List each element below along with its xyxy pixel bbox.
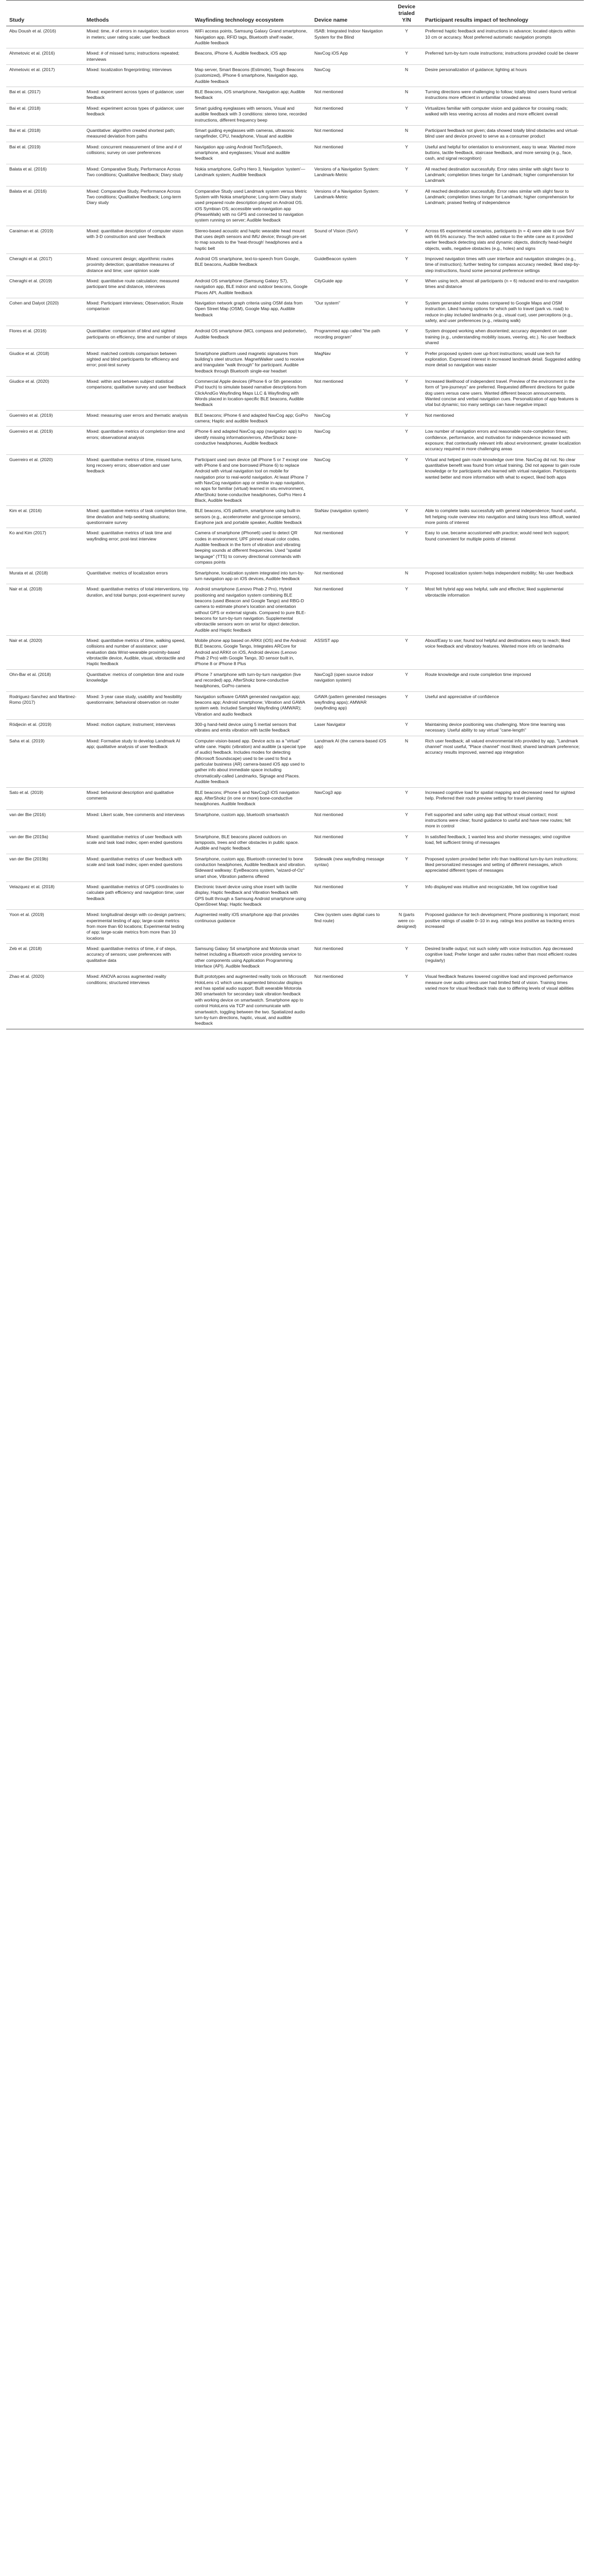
cell-results: Increased likelihood of independent travel. Preview of the environment in the form of "pre-journeys" are preferred. Requested different directions for guide dog users versus cane users. Wanted different beacon announcements. Wanted concise and verbal navigation cues. Personalization of app features is vital but dynamic; too many settings can have negative impact [422, 376, 584, 410]
cell-device: Not mentioned [311, 125, 391, 142]
cell-ecosystem: Smartphone, custom app, bluetooth smartwatch [192, 809, 311, 832]
cell-methods: Quantitative: comparison of blind and sighted participants on efficiency, time and number of steps [83, 326, 192, 348]
table-row [6, 125, 584, 142]
table-row [6, 454, 584, 506]
cell-results: Virtualizes familiar with computer vision and guidance for crossing roads; walked with less veering across all modes and more efficient overall [422, 103, 584, 125]
header-methods: Methods [83, 1, 192, 26]
cell-ecosystem: Smartphone, localization system integrated into turn-by-turn navigation app on iOS devices, Audible feedback [192, 568, 311, 584]
cell-methods: Mixed: quantitative metrics of user feedback with scale and task load index; open ended questions [83, 832, 192, 854]
cell-study: Nair et al. (2018) [6, 584, 83, 636]
cell-study: Flores et al. (2016) [6, 326, 83, 348]
header-ecosystem: Wayfinding technology ecosystem [192, 1, 311, 26]
cell-methods: Mixed: concurrent design; algorithmic routes proximity detection; quantitative measures of distance and time; user opinion scale [83, 254, 192, 276]
cell-results: Felt supported and safer using app that without visual contact; most instructions were clear; found guidance to useful and have new routes; felt more in control [422, 809, 584, 832]
cell-ecosystem: Comparative Study used Landmark system versus Metric System with Nokia smartphone; Long-term Diary study used prepared route description played on Android OS. iOS Symbian OS; accessible web-navigation app (PleaseWalk) with no GPS and connected to navigation system running on server; Audible feedback [192, 186, 311, 226]
cell-methods: Mixed: longitudinal design with co-design partners; experimental testing of app; large-scale metrics from more than 60 locations; Experimental testing of app; large-scale metrics from more than 10 locations [83, 910, 192, 944]
cell-device-trialed: Y [391, 882, 422, 909]
cell-ecosystem: Smart guiding eyeglasses with cameras, ultrasonic rangefinder, CPU, headphone, Visual and audible [192, 125, 311, 142]
cell-methods: Mixed: quantitative metrics of task time and wayfinding error; post-test interview [83, 528, 192, 568]
table-row [6, 944, 584, 972]
cell-ecosystem: Electronic travel device using shoe insert with tactile display, Haptic feedback and Vibration feedback with GPS built through a Samsung Android smartphone using OpenStreet Map; Haptic feedback [192, 882, 311, 909]
cell-ecosystem: Android OS smartphone (MCL compass and pedometer), Audible feedback [192, 326, 311, 348]
table-row [6, 972, 584, 1029]
cell-device: Clew (system uses digital cues to find route) [311, 910, 391, 944]
cell-results: Proposed system provided better info than traditional turn-by-turn instructions; liked personalized messages and setting of different messages, which appreciated different types of messages [422, 854, 584, 882]
cell-device: GAWA (pattern generated messages wayfinding apps); AMWAR (wayfinding app) [311, 691, 391, 719]
cell-ecosystem: BLE beacons, iOS platform, smartphone using built-in sensors (e.g., accelerometer and gyroscope sensors), Earphone jack and portable speaker, Audible feedback [192, 506, 311, 528]
table-row [6, 669, 584, 691]
cell-methods: Mixed: localization fingerprinting; interviews [83, 65, 192, 87]
table-row [6, 736, 584, 787]
cell-methods: Mixed: quantitative metrics of time, walking speed, collisions and number of assistance; user evaluation data Wrist-wearable proximity-based vibrotactile device, Audible, visual, vibrotactile and Haptic feedback [83, 635, 192, 669]
cell-methods: Mixed: quantitative metrics of GPS coordinates to calculate path efficiency and navigation time; user feedback [83, 882, 192, 909]
cell-ecosystem: WiFi access points, Samsung Galaxy Grand smartphone, Navigation app, RFID tags, Bluetooth shelf reader, Audible feedback [192, 26, 311, 48]
cell-ecosystem: Android OS smartphone, text-to-speech from Google, BLE beacons, Audible feedback [192, 254, 311, 276]
cell-device-trialed: Y [391, 972, 422, 1029]
cell-device: Not mentioned [311, 584, 391, 636]
cell-study: Ko and Kim (2017) [6, 528, 83, 568]
cell-methods: Mixed: Likert scale, free comments and interviews [83, 809, 192, 832]
table-row [6, 87, 584, 104]
cell-device: CityGuide app [311, 276, 391, 298]
cell-device-trialed: Y [391, 787, 422, 809]
header-device-trialed: Device trialed Y/N [391, 1, 422, 26]
cell-results: Improved navigation times with user interface and navigation strategies (e.g., time of instruction); further testing for compass accuracy needed; liked step-by-step instructions, found some personal preference settings [422, 254, 584, 276]
cell-device: NavCog iOS App [311, 48, 391, 65]
table-row [6, 65, 584, 87]
cell-methods: Mixed: quantitative description of computer vision with 3-D construction and user feedback [83, 226, 192, 253]
cell-device: ISAB: Integrated Indoor Navigation System for the Blind [311, 26, 391, 48]
cell-device-trialed: N [391, 65, 422, 87]
cell-device-trialed: Y [391, 528, 422, 568]
cell-results: Rich user feedback; all valued environmental info provided by app, "Landmark channel" most useful, "Place channel" most liked; shared landmark preference; accuracy results improved, warned app integration [422, 736, 584, 787]
cell-device-trialed: N [391, 125, 422, 142]
study-table [6, 0, 584, 1029]
cell-ecosystem: Navigation software GAWA generated navigation app; beacons app; Android smartphone; Vibration and GAWA system web. Included Sampled Wayfinding (AMWAR); Vibration and audio feedback [192, 691, 311, 719]
header-device: Device name [311, 1, 391, 26]
table-row [6, 103, 584, 125]
cell-device-trialed: Y [391, 506, 422, 528]
cell-study: Murata et al. (2018) [6, 568, 83, 584]
cell-device-trialed: Y [391, 854, 422, 882]
cell-results: System dropped working when disoriented; accuracy dependent on user training (e.g., understanding mobility issues, veering, etc.). No user feedback shared [422, 326, 584, 348]
cell-study: Ahmetovic et al. (2017) [6, 65, 83, 87]
table-row [6, 568, 584, 584]
cell-ecosystem: Android smartphone (Lenovo Phab 2 Pro), Hybrid positioning and navigation system combining BLE beacons (used iBeacon and Google Tango) and RBG-D camera to estimate phone's location and orientation without GPS or external signals. Compared to pure BLE-beacons for turn-by-turn navigation. Supplemental vibrotactile sensors worn on wrist for object detection. Audible and Haptic feedback [192, 584, 311, 636]
cell-results: Not mentioned [422, 410, 584, 427]
cell-study: Cheraghi et al. (2017) [6, 254, 83, 276]
cell-device: NavCog3 app [311, 787, 391, 809]
cell-ecosystem: Mobile phone app based on ARKit (iOS) and the Android: BLE beacons, Google Tango, Integrates ARCore for Android and ARKit on iOS, Android devices (Lenovo Phab 2 Pro) with Google Tango, 3D sensor built in, iPhone 8 or iPhone 8 Plus [192, 635, 311, 669]
cell-results: Able to complete tasks successfully with general independence; found useful, felt helping route overview into navigation and taking tours less difficult, wanted more points of interest [422, 506, 584, 528]
cell-methods: Mixed: quantitative metrics of task completion time, time deviation and help-seeking situations; questionnaire survey [83, 506, 192, 528]
cell-device-trialed: Y [391, 669, 422, 691]
table-row [6, 720, 584, 736]
cell-device: Not mentioned [311, 944, 391, 972]
cell-device: Versions of a Navigation System: Landmark-Metric [311, 186, 391, 226]
cell-methods: Mixed: Comparative Study, Performance Across Two conditions; Qualitative feedback; Diary study [83, 164, 192, 186]
cell-ecosystem: iPhone 7 smartphone with turn-by-turn navigation (live and recorded) app, AfterShokz bone-conductive headphones, GoPro camera [192, 669, 311, 691]
cell-device: Landmark AI (the camera-based iOS app) [311, 736, 391, 787]
cell-study: Bai et al. (2018) [6, 103, 83, 125]
cell-study: Velazquez et al. (2018) [6, 882, 83, 909]
cell-device-trialed: Y [391, 944, 422, 972]
cell-device-trialed: Y [391, 276, 422, 298]
cell-results: Easy to use, became accustomed with practice; would need tech support; found convenient for multiple points of interest [422, 528, 584, 568]
cell-results: Virtual and helped gain route knowledge over time. NavCog did not. No clear quantitative benefit was found from virtual training. Did not appear to gain route knowledge or for participants who learned with virtual navigation. Participants wanted better and more information with what to expect, liked both apps [422, 454, 584, 506]
cell-results: Low number of navigation errors and reasonable route-completion times; confidence, performance, and motivation for independence increased with exposure; that contextually relevant info about environment; greater localization accuracy required in more challenging areas [422, 427, 584, 454]
table-row [6, 164, 584, 186]
cell-device: MagNav [311, 348, 391, 376]
cell-device-trialed: Y [391, 26, 422, 48]
cell-methods: Quantitative: metrics of completion time and route knowledge [83, 669, 192, 691]
table-header [6, 1, 584, 26]
table-row [6, 48, 584, 65]
cell-results: Preferred turn-by-turn route instructions; instructions provided could be clearer [422, 48, 584, 65]
cell-study: Nair et al. (2020) [6, 635, 83, 669]
table-row [6, 427, 584, 454]
table-row [6, 142, 584, 164]
cell-device-trialed: Y [391, 410, 422, 427]
cell-results: Route knowledge and route completion time improved [422, 669, 584, 691]
cell-results: Maintaining device positioning was challenging. More time learning was necessary. Useful ability to say virtual "cane-length" [422, 720, 584, 736]
cell-device-trialed: Y [391, 254, 422, 276]
cell-study: Abu Doush et al. (2016) [6, 26, 83, 48]
cell-results: Visual feedback features lowered cognitive load and improved performance measure over audio unless user had limited field of vision. Training times varied more for visual feedback trials due to differing levels of visual abilities [422, 972, 584, 1029]
cell-device: Not mentioned [311, 809, 391, 832]
cell-ecosystem: Nokia smartphone, GoPro Hero 3, Navigation 'system'—Landmark system; Audible feedback [192, 164, 311, 186]
cell-device-trialed: N (parts were co-designed) [391, 910, 422, 944]
cell-study: Bai et al. (2019) [6, 142, 83, 164]
cell-results: Useful and helpful for orientation to environment, easy to wear. Wanted more buttons, tactile feedback, staircase feedback, and more sensing (e.g., face, cash, and signal recognition) [422, 142, 584, 164]
cell-study: Zeb et al. (2018) [6, 944, 83, 972]
cell-ecosystem: Commercial Apple devices (iPhone 6 or 5th generation iPod touch) to simulate based narrative descriptions from ClickAndGo Wayfinding Maps LLC & Wayfinding with Words placed in location-specific BLE beacons, Audible feedback [192, 376, 311, 410]
cell-study: Guerreiro et al. (2020) [6, 454, 83, 506]
cell-device-trialed: Y [391, 348, 422, 376]
cell-results: Participant feedback not given; data showed totally blind obstacles and virtual-blind user and device proved to serve as a consumer product [422, 125, 584, 142]
cell-results: All reached destination successfully. Error rates similar with slight favor to Landmark; completion times longer for Landmark; higher comprehension for Landmark; praised feeling of independence [422, 186, 584, 226]
cell-study: Cohen and Dalyot (2020) [6, 298, 83, 326]
cell-methods: Mixed: ANOVA across augmented reality conditions; structured interviews [83, 972, 192, 1029]
cell-ecosystem: Smartphone, custom app, Bluetooth connected to bone conduction headphones, Audible feedback and vibration. Sideward walkway: EyeBeacons system, "wizard-of-Oz" smart shoe, Vibration patterns offered [192, 854, 311, 882]
cell-methods: Mixed: time, # of errors in navigation; location errors in meters; user rating scale; user feedback [83, 26, 192, 48]
cell-device-trialed: Y [391, 809, 422, 832]
table-row [6, 226, 584, 253]
table-row [6, 506, 584, 528]
cell-ecosystem: iPhone 6 and adapted NavCog app (navigation app) to identify missing information/errors, AfterShokz bone-conductive headphones, Audible feedback [192, 427, 311, 454]
cell-methods: Quantitative: algorithm created shortest path; measured deviation from paths [83, 125, 192, 142]
cell-study: van der Bie (2016) [6, 809, 83, 832]
cell-study: Giudice et al. (2018) [6, 348, 83, 376]
cell-methods: Mixed: quantitative metrics of completion time and errors; observational analysis [83, 427, 192, 454]
cell-device: Versions of a Navigation System: Landmark-Metric [311, 164, 391, 186]
cell-device-trialed: Y [391, 326, 422, 348]
table-row [6, 186, 584, 226]
cell-results: About/Easy to use; found tool helpful and destinations easy to reach; liked voice feedback and vibratory features. Wanted more info on landmarks [422, 635, 584, 669]
cell-device: Not mentioned [311, 528, 391, 568]
cell-study: van der Bie (2019a) [6, 832, 83, 854]
cell-study: Ahmetovic et al. (2016) [6, 48, 83, 65]
cell-ecosystem: Map server, Smart Beacons (Estimote), Tough Beacons (customized), iPhone 6 smartphone, Navigation app, Audible feedback [192, 65, 311, 87]
cell-methods: Mixed: matched controls comparison between sighted and blind participants for efficiency and error; post-test survey [83, 348, 192, 376]
cell-results: Prefer proposed system over up-front instructions; would use tech for exploration. Expressed interest in increased landmark detail. Suggested adding more detail so navigation was easier [422, 348, 584, 376]
cell-device-trialed: Y [391, 720, 422, 736]
cell-methods: Mixed: experiment across types of guidance; user feedback [83, 103, 192, 125]
table-row [6, 528, 584, 568]
cell-device-trialed: Y [391, 298, 422, 326]
cell-results: All reached destination successfully. Error rates similar with slight favor to Landmark; completion times longer for Landmark; higher comprehension for Landmark [422, 164, 584, 186]
cell-ecosystem: Participant used own device (all iPhone 5 or 7 except one with iPhone 6 and one borrowed iPhone 6) to replace Android with virtual navigation tool on mobile for navigation prior to real-world navigation. At least iPhone 7 with NavCog navigation app or similar in-app navigation, no apps for familiar (virtual) learned in situ environment, AfterShokz bone-conductive headphones, GoPro Hero 4 Black, Audible feedback [192, 454, 311, 506]
cell-device: Sound of Vision (SoV) [311, 226, 391, 253]
table-row [6, 910, 584, 944]
cell-ecosystem: Smartphone platform used magnetic signatures from building's steel structure. MagnetWalker used to receive and triangulate "walk through" for participant. Audible feedback through Bluetooth single-ear headset [192, 348, 311, 376]
cell-device: Not mentioned [311, 376, 391, 410]
cell-ecosystem: Navigation app using Android TextToSpeech, smartphone, and eyeglasses; Visual and audible feedback [192, 142, 311, 164]
table-row [6, 298, 584, 326]
cell-results: When using tech, almost all participants (n = 6) reduced end-to-end navigation times and distance [422, 276, 584, 298]
cell-device: Not mentioned [311, 103, 391, 125]
cell-ecosystem: Camera of smartphone (iPhone6) used to detect QR codes in environment; UPF pinned visual color codes. Audible feedback in the form of vibration and vibrating beeping sounds at different frequencies. Used "spatial language" (TTS) to convey directional commands with compass points [192, 528, 311, 568]
cell-device-trialed: Y [391, 142, 422, 164]
table-row [6, 326, 584, 348]
cell-ecosystem: 300-g hand-held device using 5 inertial sensors that vibrates and emits vibration with tactile feedback [192, 720, 311, 736]
header-study: Study [6, 1, 83, 26]
table-row [6, 787, 584, 809]
cell-device-trialed: N [391, 87, 422, 104]
cell-study: Giudice et al. (2020) [6, 376, 83, 410]
table-row [6, 410, 584, 427]
cell-results: Turning directions were challenging to follow; totally blind users found vertical instructions more efficient in unfamiliar crowded areas [422, 87, 584, 104]
cell-ecosystem: Smart guiding eyeglasses with sensors, Visual and audible feedback with 3 conditions: stereo tone, recorded instructions, different frequency beep [192, 103, 311, 125]
cell-ecosystem: Samsung Galaxy S4 smartphone and Motorola smart helmet including a Bluetooth voice providing service to other components using Application Programming Interface (API). Audible feedback [192, 944, 311, 972]
cell-device: NavCog3 (open source indoor navigation system) [311, 669, 391, 691]
cell-ecosystem: Beacons, iPhone 6, Audible feedback, iOS app [192, 48, 311, 65]
cell-study: Yoon et al. (2019) [6, 910, 83, 944]
cell-methods: Mixed: quantitative metrics of total interventions, trip duration, and total bumps; post-experiment survey [83, 584, 192, 636]
cell-study: Sato et al. (2019) [6, 787, 83, 809]
cell-device-trialed: Y [391, 832, 422, 854]
cell-results: System generated similar routes compared to Google Maps and OSM instruction. Liked having options for which path to travel (park vs. road) to reduce in-play included landmarks (e.g., visual cue), user perceptions (e.g., safety, and user preferences (e.g., relaxing walk) [422, 298, 584, 326]
cell-study: Cheraghi et al. (2019) [6, 276, 83, 298]
cell-ecosystem: BLE beacons; iPhone 6 and NavCog3 iOS navigation app, AfterShokz (in one or more) bone-conductive headphones. Audible feedback [192, 787, 311, 809]
cell-device: NavCog [311, 427, 391, 454]
cell-methods: Mixed: within and between subject statistical comparisons; qualitative survey and user feedback [83, 376, 192, 410]
cell-device-trialed: Y [391, 376, 422, 410]
cell-device-trialed: Y [391, 48, 422, 65]
cell-results: Increased cognitive load for spatial mapping and decreased need for sighted help. Preferred their route preview setting for travel planning [422, 787, 584, 809]
table-row [6, 376, 584, 410]
cell-methods: Mixed: 3-year case study, usability and feasibility questionnaire; behavioral observation on router [83, 691, 192, 719]
cell-device-trialed: Y [391, 103, 422, 125]
header-results: Participant results impact of technology [422, 1, 584, 26]
cell-methods: Mixed: measuring user errors and thematic analysis [83, 410, 192, 427]
cell-results: Info displayed was intuitive and recognizable, felt low cognitive load [422, 882, 584, 909]
table-row [6, 276, 584, 298]
cell-study: Bai et al. (2018) [6, 125, 83, 142]
cell-methods: Mixed: motion capture; instrument; interviews [83, 720, 192, 736]
cell-study: van der Bie (2019b) [6, 854, 83, 882]
cell-methods: Mixed: quantitative route calculation; measured participant time and distance, interviews [83, 276, 192, 298]
cell-methods: Mixed: quantitative metrics of time, missed turns, long recovery errors; observation and user feedback [83, 454, 192, 506]
cell-device: NavCog [311, 454, 391, 506]
cell-device-trialed: Y [391, 427, 422, 454]
cell-ecosystem: BLE Beacons, iOS smartphone, Navigation app; Audible feedback [192, 87, 311, 104]
cell-study: Rodriguez-Sanchez and Martinez-Romo (2017) [6, 691, 83, 719]
cell-study: Ohn-Bar et al. (2018) [6, 669, 83, 691]
header-row [6, 1, 584, 26]
cell-methods: Mixed: experiment across types of guidance; user feedback [83, 87, 192, 104]
table-row [6, 635, 584, 669]
table-row [6, 254, 584, 276]
cell-device-trialed: N [391, 736, 422, 787]
cell-results: Preferred haptic feedback and instructions in advance; located objects within 10 cm or accuracy. Most preferred automatic navigation prompts [422, 26, 584, 48]
cell-device: Not mentioned [311, 832, 391, 854]
cell-methods: Mixed: quantitative metrics of time, # of steps, accuracy of sensors; user preferences with qualitative data [83, 944, 192, 972]
cell-methods: Quantitative: metrics of localization errors [83, 568, 192, 584]
cell-results: Most felt hybrid app was helpful, safe and effective; liked supplemental vibrotactile information [422, 584, 584, 636]
cell-device: Not mentioned [311, 142, 391, 164]
cell-methods: Mixed: Comparative Study, Performance Across Two conditions; Qualitative feedback; Long-term Diary study [83, 186, 192, 226]
cell-device: Not mentioned [311, 882, 391, 909]
cell-study: Caraiman et al. (2019) [6, 226, 83, 253]
cell-ecosystem: BLE beacons; iPhone 6 and adapted NavCog app; GoPro camera; Haptic and audible feedback [192, 410, 311, 427]
cell-device-trialed: Y [391, 454, 422, 506]
cell-results: Desire personalization of guidance; lighting at hours [422, 65, 584, 87]
table-row [6, 854, 584, 882]
cell-study: Balata et al. (2016) [6, 164, 83, 186]
cell-study: Guerreiro et al. (2019) [6, 410, 83, 427]
cell-device-trialed: N [391, 568, 422, 584]
cell-results: Across 65 experimental scenarios, participants (n = 4) were able to use SoV with 66.5% accuracy. The tech added value to the white cane as it provided earlier feedback detecting slats and dynamic objects, distinctly head-height objects, walls, negative obstacles (e.g., holes) and signs [422, 226, 584, 253]
cell-ecosystem: Stereo-based acoustic and haptic wearable head mount that uses depth sensors and IMU device; through pre-set to map sounds to the 'heat-through' headphones and a haptic belt [192, 226, 311, 253]
cell-device: StaNav (navigation system) [311, 506, 391, 528]
cell-ecosystem: Android OS smartphone (Samsung Galaxy S7), navigation app, BLE indoor and outdoor beacons, Google Places API, Audible feedback [192, 276, 311, 298]
cell-ecosystem: Navigation network graph criteria using OSM data from Open Street Map (OSM), Google Map app, Audible feedback [192, 298, 311, 326]
cell-study: Rödjecin et al. (2019) [6, 720, 83, 736]
cell-device-trialed: Y [391, 226, 422, 253]
table-row [6, 809, 584, 832]
cell-results: Proposed guidance for tech development; Phone positioning is important; most positive ratings of usable 0–10 in avg. ratings less positive as tracking errors increased [422, 910, 584, 944]
cell-methods: Mixed: # of missed turns; instructions repeated; interviews [83, 48, 192, 65]
cell-study: Bai et al. (2017) [6, 87, 83, 104]
table-row [6, 832, 584, 854]
cell-results: In satisfied feedback, 1 wanted less and shorter messages; wind cognitive load, felt sufficient timing of messages [422, 832, 584, 854]
cell-device: Not mentioned [311, 568, 391, 584]
cell-device-trialed: Y [391, 691, 422, 719]
cell-device-trialed: Y [391, 635, 422, 669]
cell-study: Kim et al. (2016) [6, 506, 83, 528]
cell-device: Laser Navigator [311, 720, 391, 736]
cell-ecosystem: Computer-vision-based app. Device acts as a "virtual" white cane. Haptic (vibration) and audible (a special type of audio) feedback. Includes modes for detecting (Microsoft Soundscape) used to be used to find a particular business (AR) camera-based iOS app used to gather info about immediate space including chromatically-called Landmarks, Signage and Places. Audible feedback [192, 736, 311, 787]
cell-device-trialed: Y [391, 584, 422, 636]
study-table-container [6, 0, 584, 1029]
cell-device: ASSIST app [311, 635, 391, 669]
cell-ecosystem: Built prototypes and augmented reality tools on Microsoft HoloLens v1 which uses augmented binocular displays and has spatial audio support. Built wearable Motorola 360 smartwatch for secondary task vibration feedback with working device on smartwatch. Smartphone app to control HoloLens via TCP and communicate with smartwatch, toggling between the two. Spatialized audio turn-by-turn directions, haptic, visual, and audible feedback [192, 972, 311, 1029]
cell-methods: Mixed: concurrent measurement of time and # of collisions; survey on user preferences [83, 142, 192, 164]
cell-device-trialed: Y [391, 186, 422, 226]
table-row [6, 691, 584, 719]
cell-results: Desired braille output; not such solely with voice instruction. App decreased cognitive load; Prefer longer and safer routes rather than most efficient routes (regularly) [422, 944, 584, 972]
table-row [6, 584, 584, 636]
cell-methods: Mixed: quantitative metrics of user feedback with scale and task load index; open ended questions [83, 854, 192, 882]
cell-ecosystem: Smartphone, BLE beacons placed outdoors on lampposts, trees and other obstacles in public space. Audible and haptic feedback [192, 832, 311, 854]
cell-device: Not mentioned [311, 87, 391, 104]
cell-device-trialed: Y [391, 164, 422, 186]
cell-study: Zhao et al. (2020) [6, 972, 83, 1029]
cell-methods: Mixed: behavioral description and qualitative comments [83, 787, 192, 809]
table-row [6, 26, 584, 48]
cell-ecosystem: Augmented reality iOS smartphone app that provides continuous guidance [192, 910, 311, 944]
table-body [6, 26, 584, 1029]
cell-study: Saha et al. (2019) [6, 736, 83, 787]
cell-results: Useful and appreciative of confidence [422, 691, 584, 719]
cell-methods: Mixed: Formative study to develop Landmark AI app; qualitative analysis of user feedback [83, 736, 192, 787]
cell-device: Sidewalk (new wayfinding message syntax) [311, 854, 391, 882]
cell-device: Programmed app called "the path recording program" [311, 326, 391, 348]
cell-methods: Mixed: Participant interviews; Observation; Route comparison [83, 298, 192, 326]
cell-device: "Our system" [311, 298, 391, 326]
table-row [6, 348, 584, 376]
cell-study: Guerreiro et al. (2019) [6, 427, 83, 454]
table-row [6, 882, 584, 909]
cell-device: GuideBeacon system [311, 254, 391, 276]
cell-device: NavCog [311, 65, 391, 87]
cell-device: NavCog [311, 410, 391, 427]
cell-study: Balata et al. (2016) [6, 186, 83, 226]
cell-device: Not mentioned [311, 972, 391, 1029]
cell-results: Proposed localization system helps independent mobility; No user feedback [422, 568, 584, 584]
